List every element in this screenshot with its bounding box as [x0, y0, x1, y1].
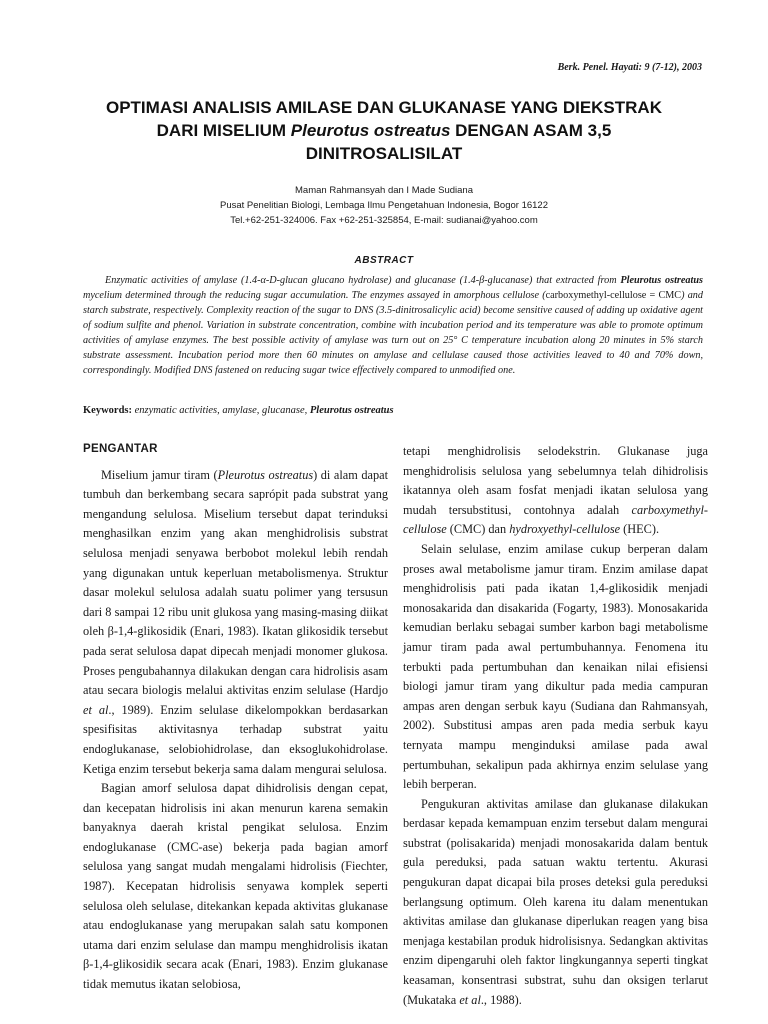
section-heading-pengantar: PENGANTAR: [83, 443, 158, 455]
title-line-1: OPTIMASI ANALISIS AMILASE DAN GLUKANASE YANG DIEKSTRAK: [105, 98, 662, 117]
right-p1-text-a: tetapi menghidrolisis selodekstrin. Glukanase juga menghidrolisis selulosa yang sebelumnya telah dihidrolisis ikatannya oleh asam fosfat menjadi ikatan selulosa yang mudah tersubstitusi, contohnya adalah: [403, 444, 708, 517]
title-species: Pleurotus ostreatus: [290, 121, 451, 140]
abstract-text-3: ) and starch substrate, respectively. Complexity reaction of the sugar to DNS (3.5-dinitrosalicylic acid) become sensitive caused of adding up oxidative agent of sodium sulfite and phenol. Variation in substrate concentration, combine with incubation period and its temperature was able to promote optimum activities of amylase enzymes. The best possible activity of amylase was turn out on 25° C temperature incubation along 20 minutes in 5% starch substrate assessment. Incubation period more then 60 minutes on amylase and cellulase caused those activities leaved to 40 and 70% down, correspondingly. Modified DNS fastened on reducing sugar twice effectively compared to unmodified one.: [83, 290, 703, 376]
abstract-text-2: mycelium determined through the reducing sugar accumulation. The enzymes assayed in amorphous cellulose (: [83, 290, 546, 301]
title-line-2-post: DENGAN ASAM 3,5: [450, 121, 612, 140]
keywords-terms: enzymatic activities, amylase, glucanase,: [132, 405, 310, 416]
right-p3-text-b: ., 1988).: [480, 992, 522, 1007]
left-paragraph-1: [83, 466, 388, 780]
right-p1-cmc: carboxymethyl-cellulose: [403, 502, 708, 537]
journal-reference: Berk. Penel. Hayati: 9 (7-12), 2003: [557, 62, 702, 73]
right-column: [403, 442, 708, 1010]
author-names: Maman Rahmansyah dan I Made Sudiana: [295, 185, 473, 196]
left-p1-text-a: Miselium jamur tiram (: [101, 467, 218, 482]
keywords-species: Pleurotus ostreatus: [309, 405, 394, 416]
author-block: [60, 183, 708, 228]
author-contact: Tel.+62-251-324006. Fax +62-251-325854, E-mail: sudianai@yahoo.com: [230, 215, 538, 226]
right-paragraph-1: [403, 442, 708, 540]
abstract-heading: ABSTRACT: [354, 255, 414, 266]
author-affiliation: Pusat Penelitian Biologi, Lembaga Ilmu Pengetahuan Indonesia, Bogor 16122: [220, 200, 548, 211]
left-paragraph-2: Bagian amorf selulosa dapat dihidrolisis dengan cepat, dan kecepatan hidrolisis ini akan menurun karena semakin banyaknya daerah kristal pengikat selulosa. Enzim endoglukanase (CMC-ase) bekerja pada bagian amorf selulosa yang sangat mudah mengalami hidrolisis (Fiechter, 1987). Kecepatan hidrolisis senyawa komplek seperti selulosa oleh selulase, ditekankan kepada aktivitas glukanase atau endoglukanase yang merupakan salah satu komponen utama dari enzim selulase dan mampu menghidrolisis ikatan β-1,4-glikosidik secara acak (Enari, 1983). Enzim glukanase tidak memutus ikatan selobiosa,: [83, 781, 388, 992]
keywords-label: Keywords:: [83, 405, 132, 416]
left-column: [83, 440, 388, 995]
keywords-line: [83, 405, 703, 416]
abstract-body: [83, 273, 703, 378]
paper-title: [60, 96, 708, 165]
title-line-2-pre: DARI MISELIUM: [156, 121, 291, 140]
left-p1-text-c: ., 1989). Enzim selulase dikelompokkan berdasarkan spesifisitas aktivitasnya terhadap substrat yaitu endoglukanase, selobiohidrolase, dan eksoglukohidrolase. Ketiga enzim tersebut bekerja sama dalam mengurai selulosa.: [83, 702, 389, 776]
right-p1-hec: hydroxyethyl-cellulose: [509, 522, 621, 537]
left-p1-species: Pleurotus ostreatus: [217, 467, 314, 482]
left-p1-etal: et al: [83, 702, 109, 717]
right-p1-text-b: (CMC) dan: [446, 522, 510, 537]
right-p3-etal: et al: [459, 992, 481, 1007]
right-paragraph-3: [403, 795, 708, 1011]
right-p3-text-a: Pengukuran aktivitas amilase dan glukanase dilakukan berdasar kepada kemampuan enzim tersebut dalam mengurai substrat (polisakarida) menjadi monosakarida dalam bentuk gula pereduksi, pada satuan waktu tertentu. Akurasi pengukuran dapat dicapai bila proses deteksi gula pereduksi berlangsung optimum. Oleh karena itu dalam menentukan aktivitas amilase dan glukanase diperlukan reagen yang bisa menjaga kestabilan produk hidrolisisnya. Sedangkan aktivitas enzim dipengaruhi oleh faktor lingkungannya seperti tingkat keasaman, konsentrasi substrat, suhu dan oksigen terlarut (Mukataka: [403, 796, 708, 1007]
title-line-2: [60, 119, 708, 142]
right-p1-text-c: (HEC).: [620, 522, 660, 537]
title-line-3: DINITROSALISILAT: [305, 144, 463, 163]
abstract-cmc: carboxymethyl-cellulose = CMC: [545, 290, 682, 301]
abstract-species: Pleurotus ostreatus: [620, 275, 703, 286]
right-paragraph-2: Selain selulase, enzim amilase cukup berperan dalam proses awal metabolisme jamur tiram. Enzim amilase dapat menghidrolisis pati pada ikatan 1,4-glikosidik menjadi monosakarida dan disakarida (Fogarty, 1983). Monosakarida kemudian berlaku sebagai sumber karbon bagi metabolisme jamur tiram pada awal pertumbuhannya. Fenomena itu terbukti pada pertumbuhan dan kenaikan nilai efisiensi biologi jamur tiram yang dikultur pada media campuran ampas aren dengan serbuk kayu (Sudiana dan Rahmansyah, 2002). Substitusi ampas aren pada media serbuk kayu ternyata mampu menginduksi amilase pada awal pertumbuhan, sekalipun pada akhirnya enzim selulase yang lebih berperan.: [403, 541, 708, 792]
left-p1-text-b: ) di alam dapat tumbuh dan berkembang secara saprópit pada substrat yang mengandung selulosa. Miselium tersebut dapat terinduksi menghasilkan enzim yang akan menghidrolisis substrat selulosa menjadi senyawa berbobot molekul lebih rendah yang digunakan untuk keperluan metabolismenya. Struktur dasar molekul selulosa adalah suatu polimer yang tersusun dari 8 sampai 12 ribu unit glukosa yang masing-masing diikat oleh β-1,4-glikosidik (Enari, 1983). Ikatan glikosidik tersebut pada serat selulosa dapat dipecah menjadi monomer glukosa. Proses pengubahannya dilakukan dengan cara hidrolisis asam atau secara biologis melalui aktivitas enzim selulase (Hardjo: [83, 467, 388, 698]
abstract-paragraph: [83, 273, 703, 378]
abstract-text-1: Enzymatic activities of amylase (1.4-α-D-glucan glucano hydrolase) and glucanase (1.4-β-glucanase) that extracted from: [105, 275, 621, 286]
